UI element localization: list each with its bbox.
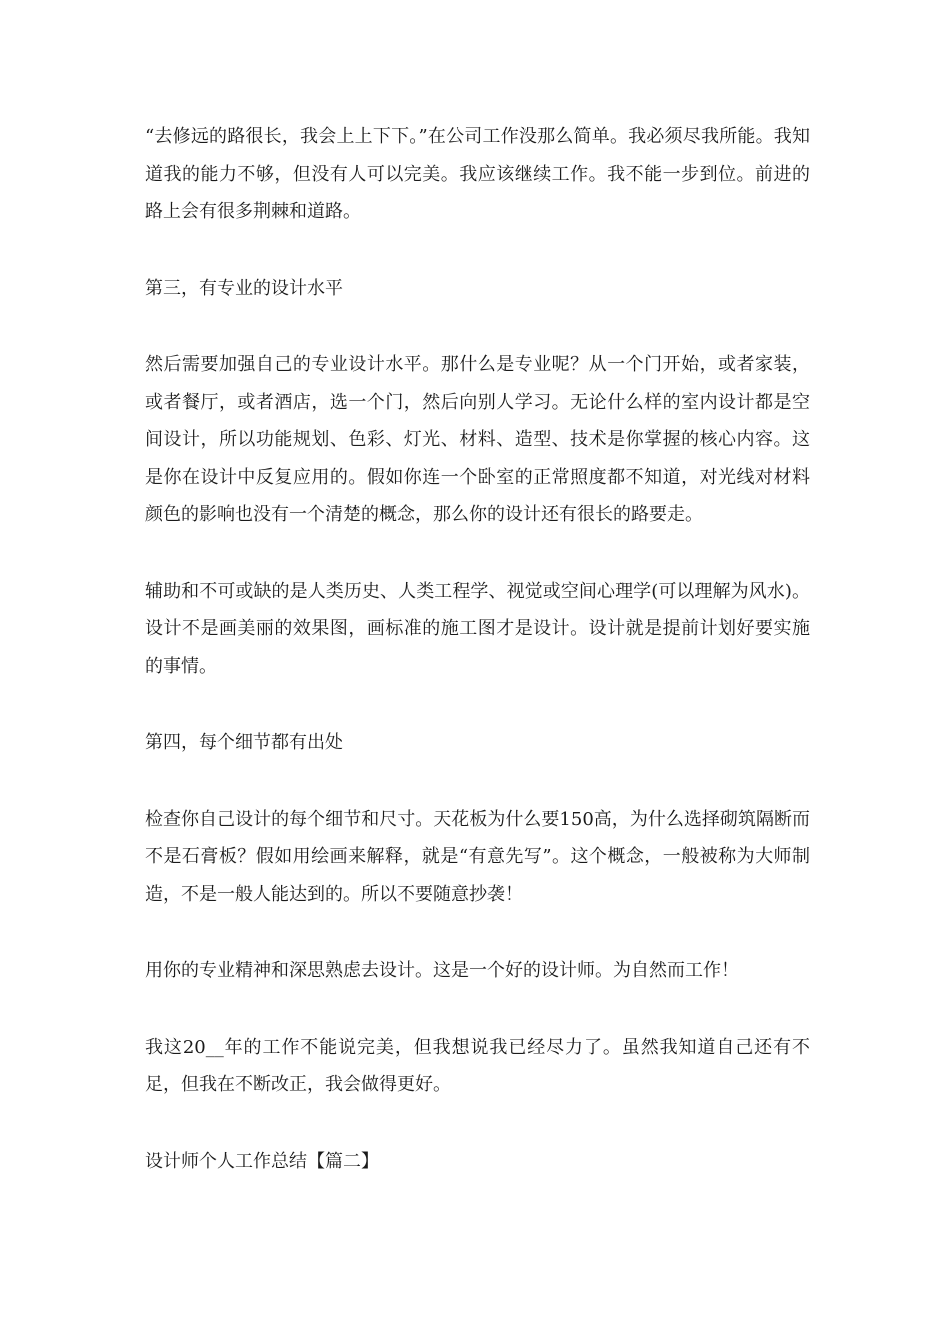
paragraph-career-path: “去修远的路很长，我会上上下下。”在公司工作没那么简单。我必须尽我所能。我知道我的能力不够，但没有人可以完美。我应该继续工作。我不能一步到位。前进的路上会有很多荆棘和道路。 <box>145 126 810 222</box>
heading-third-professional-level: 第三，有专业的设计水平 <box>145 277 343 299</box>
heading-fourth-details: 第四，每个细节都有出处 <box>145 732 343 753</box>
paragraph-professional-design: 然后需要加强自己的专业设计水平。那什么是专业呢？从一个门开始，或者家装，或者餐厅，或者酒店，选一个门，然后向别人学习。无论什么样的室内设计都是空间设计，所以功能规划、色彩、灯光、材料、造型、技术是你掌握的核心内容。这是你在设计中反复应用的。假如你连一个卧室的正常照度都不知道，对光线对材料颜色的影响也没有一个清楚的概念，那么你的设计还有很长的路要走。 <box>145 354 810 525</box>
heading-part-two: 设计师个人工作总结【篇二】 <box>145 1150 379 1172</box>
document-body <box>145 118 810 1219</box>
paragraph-check-details: 检查你自己设计的每个细节和尺寸。天花板为什么要150高，为什么选择砌筑隔断而不是石膏板？假如用绘画来解释，就是“有意先写”。这个概念，一般被称为大师制造，不是一般人能达到的。所以不要随意抄袭！ <box>145 808 810 905</box>
paragraph-year-summary: 我这20__年的工作不能说完美，但我想说我已经尽力了。虽然我知道自己还有不足，但我在不断改正，我会做得更好。 <box>145 1036 810 1095</box>
paragraph-professional-spirit: 用你的专业精神和深思熟虑去设计。这是一个好的设计师。为自然而工作！ <box>145 960 739 981</box>
paragraph-auxiliary-knowledge: 辅助和不可或缺的是人类历史、人类工程学、视觉或空间心理学(可以理解为风水)。设计不是画美丽的效果图，画标准的施工图才是设计。设计就是提前计划好要实施的事情。 <box>145 580 810 677</box>
